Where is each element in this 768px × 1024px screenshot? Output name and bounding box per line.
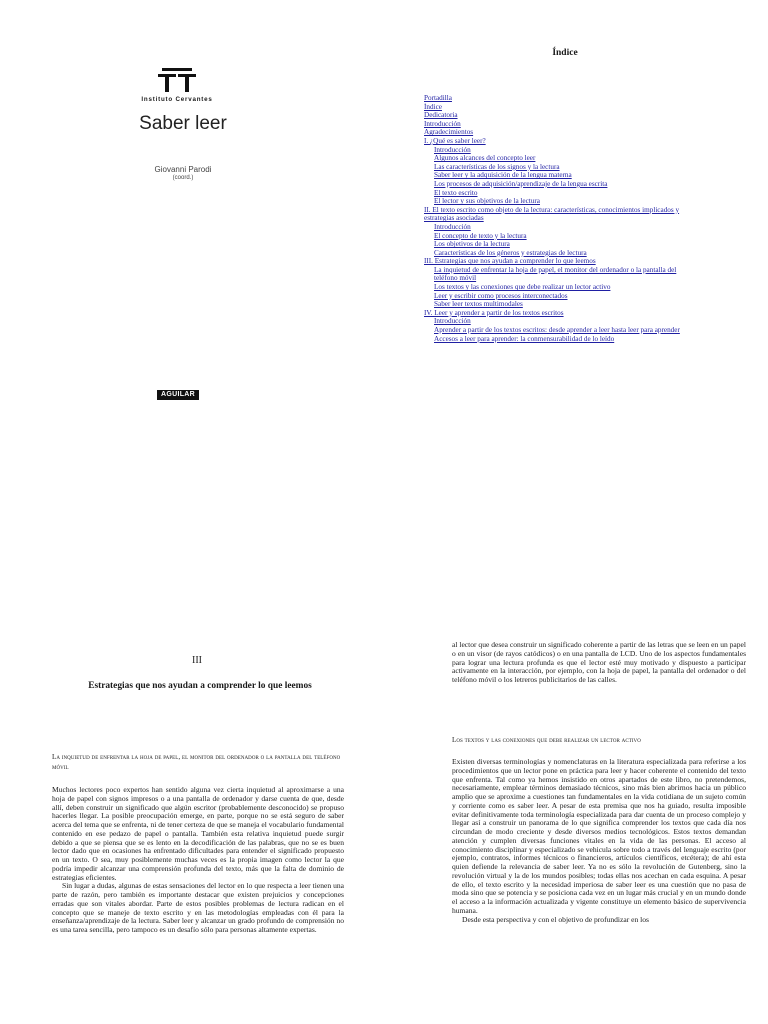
index-link[interactable]: Portadilla	[424, 94, 452, 102]
index-link[interactable]: Saber leer y la adquisición de la lengua materna	[434, 171, 572, 180]
body-paragraph: Muchos lectores poco expertos han sentido alguna vez cierta inquietud al aproximarse a una hoja de papel con signos impresos o a una pantalla de ordenador y darse cuenta de que, desde allí, deben construir un significado que algún escritor (probablemente desconocido) se propuso hacerles llegar. La posible preocupación emerge, en parte, porque no se está seguro de saber acerca del tema que se enfrenta, ni de tener certeza de que se maneja el vocabulario fundamental contenido en ese pedazo de papel o pantalla. También esta relativa inquietud puede surgir debido a que se piensa que se es lento en la decodificación de las palabras, que no se es buen lector dado que en ocasiones ha enfrentado dificultades para entender el significado propuesto en un texto. O sea, muy posiblemente muchas veces es la propia imagen como lector la que podría impedir alcanzar una comprensión profunda del texto, más que la falta de dominio de estrategias eficientes.	[52, 785, 344, 882]
index-link[interactable]: El concepto de texto y la lectura	[434, 231, 527, 240]
continuation-paragraph: al lector que desea construir un significado coherente a partir de las letras que se leen en un papel o en un visor (de rayos catódicos) o en una pantalla de LCD. Uno de los aspectos fundamentales para lograr una lectura profunda es que el lector esté muy motivado y dispuesto a participar activamente en la interacción, por ejemplo, con la hoja de papel, la pantalla del ordenador o del teléfono móvil o los letreros publicitarios de las calles.	[452, 640, 746, 684]
index-link[interactable]: Agradecimientos	[424, 128, 474, 137]
cover-author: Giovanni Parodi	[154, 165, 212, 174]
section-heading: Los textos y las conexiones que debe realizar un lector activo	[452, 736, 641, 744]
index-link[interactable]: Saber leer textos multimodales	[434, 300, 523, 309]
cover-coord: (coord.)	[172, 175, 194, 181]
index-link[interactable]: El lector y sus objetivos de la lectura	[434, 197, 540, 206]
index-link[interactable]: Introducción	[424, 119, 461, 128]
index-link[interactable]: II. El texto escrito como objeto de la lectura: características, conocimientos implicados y estrategias asociadas	[424, 205, 680, 223]
index-list	[424, 94, 700, 343]
index-link[interactable]: Introducción	[434, 222, 471, 231]
index-link[interactable]: III. Estrategias que nos ayudan a comprender lo que leemos	[424, 257, 596, 266]
index-link[interactable]: Dedicatoria	[424, 111, 458, 120]
cover-title: Saber leer	[139, 113, 227, 134]
body-paragraph: Sin lugar a dudas, algunas de estas sensaciones del lector en lo que respecta a leer tienen una parte de razón, pero también es importante destacar que existen prejuicios y concepciones erradas que son vitales abordar. Parte de estos posibles problemas de lectura radican en el concepto que se maneje de texto escrito y en las metodologías empleadas con él para la enseñanza/aprendizaje de la lectura. Saber leer y alcanzar un grado profundo de comprensión no es una tarea sencilla, pero tampoco es un desafío sólo para personas altamente expertas.	[52, 881, 344, 934]
instituto-cervantes-logo	[156, 68, 198, 92]
index-link[interactable]: IV. Leer y aprender a partir de los textos escritos	[424, 308, 564, 317]
index-link[interactable]: Aprender a partir de los textos escritos: desde aprender a leer hasta leer para aprender	[434, 326, 680, 335]
publisher-logo: AGUILAR	[157, 390, 199, 400]
chapter-number: III	[192, 655, 202, 666]
index-link[interactable]: Introducción	[434, 317, 471, 326]
index-link[interactable]: Algunos alcances del concepto leer	[434, 154, 536, 163]
index-link[interactable]: Los procesos de adquisición/aprendizaje de la lengua escrita	[434, 179, 608, 188]
index-link[interactable]: Las características de los signos y la lectura	[434, 162, 560, 171]
index-link[interactable]: La inquietud de enfrentar la hoja de papel, el monitor del ordenador o la pantalla del teléfono móvil	[434, 265, 677, 283]
index-heading: Índice	[552, 48, 578, 58]
index-link[interactable]: Los textos y las conexiones que debe realizar un lector activo	[434, 283, 611, 292]
body-paragraph: Existen diversas terminologías y nomenclaturas en la literatura especializada para referirse a los procedimientos que un lector pone en práctica para leer y hacer coherente el contenido del texto que enfrenta. Tal como ya hemos insistido en otros apartados de este libro, no pretendemos, necesariamente, emplear términos demasiado técnicos, sino más bien abrirnos hacia un público amplio que se aproxime a cuestiones tan fundamentales en la vida cotidiana de un sujeto común y corriente como es saber leer. A pesar de esta premisa que nos ha guiado, resulta imposible evitar definitivamente toda terminología especializada para dar cuenta de un proceso complejo y llegar así a construir un panorama de lo que significa comprender los textos que cada día nos circundan de modo creciente y desde diversos medios tecnológicos. Estos textos demandan atención y cumplen diversas funciones vitales en la vida de las personas. El acceso al conocimiento disciplinar y especializado se vehicula sobre todo a través del lenguaje escrito (por ejemplo, contratos, informes técnicos o financieros, artículos científicos, etcétera); de ahí esta quien defiende la relevancia de saber leer. Ya no es sólo la revolución de Gutenberg, sino la revolución virtual y la de los mundos posibles; todas ellas nos acechan en cada esquina. A pesar de ello, el texto escrito y la necesidad imperiosa de saber leer es una cuestión que no pasa de moda sino que se potencia y se posiciona cada vez en un lugar más crucial y en un mundo donde el acceso a la información actualizada y vigente constituye un elemento básico de supervivencia humana.	[452, 757, 746, 915]
section-heading: La inquietud de enfrentar la hoja de papel, el monitor del ordenador o la pantalla del teléfono móvil	[52, 753, 341, 771]
section-body	[452, 758, 746, 924]
index-link[interactable]: Los objetivos de la lectura	[434, 240, 510, 249]
body-paragraph: Desde esta perspectiva y con el objetivo de profundizar en los	[462, 914, 649, 924]
chapter-body	[52, 786, 344, 935]
index-link[interactable]: Introducción	[434, 145, 471, 154]
index-link[interactable]: Accesos a leer para aprender: la conmensurabilidad de lo leído	[434, 334, 615, 343]
chapter-title: Estrategias que nos ayudan a comprender lo que leemos	[88, 681, 312, 691]
cover-institution: Instituto Cervantes	[141, 96, 213, 103]
index-link[interactable]: Leer y escribir como procesos interconectados	[434, 291, 568, 300]
index-link[interactable]: El texto escrito	[434, 188, 478, 197]
index-link[interactable]: Características de los géneros y estrategias de lectura	[434, 248, 587, 257]
index-link[interactable]: Índice	[424, 102, 442, 111]
index-link[interactable]: I. ¿Qué es saber leer?	[424, 136, 486, 145]
